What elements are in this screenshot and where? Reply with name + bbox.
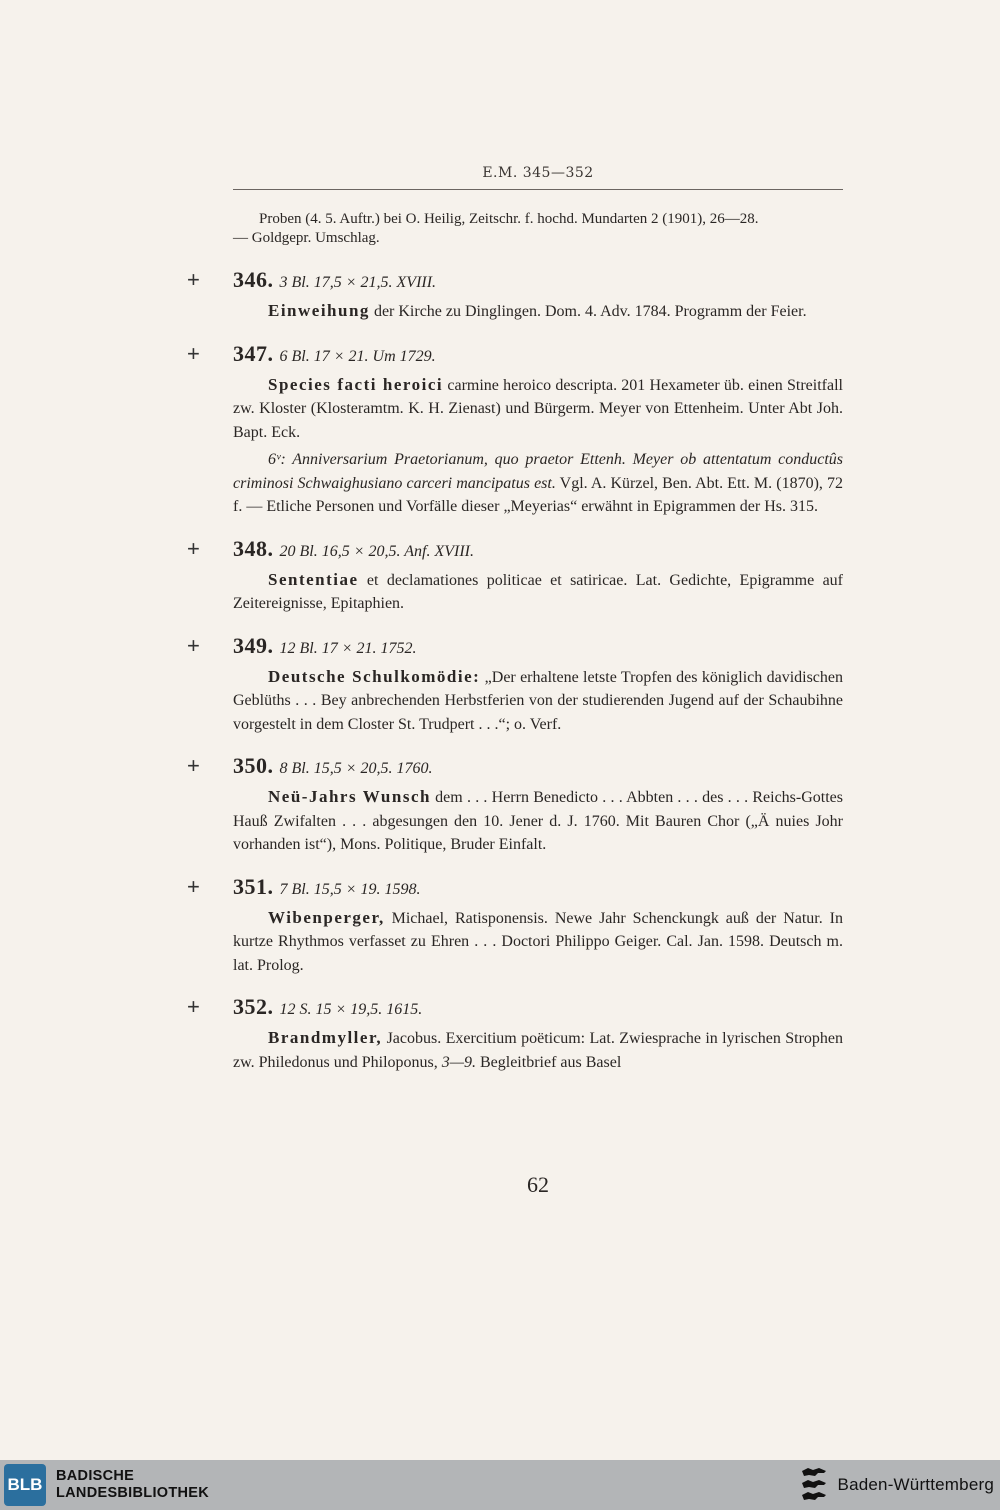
entry-meta: 12 S. 15 × 19,5. 1615. xyxy=(279,1001,423,1018)
intro-paragraph xyxy=(233,210,843,248)
entry-text: Jacobus. Exercitium poëticum: Lat. Zwiesprache in lyrischen Strophen zw. Philedonus und Philoponus, xyxy=(233,1030,843,1071)
catalog-entry xyxy=(187,266,843,324)
entry-meta: 12 Bl. 17 × 21. 1752. xyxy=(279,639,417,657)
three-lions-icon xyxy=(798,1465,830,1505)
entry-heading xyxy=(233,632,843,663)
entry-heading xyxy=(233,993,843,1024)
entry-meta: 6 Bl. 17 × 21. Um 1729. xyxy=(279,347,436,365)
entry-number: 350. xyxy=(233,753,274,778)
entry-body xyxy=(233,906,843,978)
entry-text: der Kirche zu Dinglingen. Dom. 4. Adv. 1784. Programm der Feier. xyxy=(369,303,807,320)
entry-meta: 3 Bl. 17,5 × 21,5. XVIII. xyxy=(279,274,437,291)
entry-number: 352. xyxy=(233,994,274,1019)
blb-wordmark xyxy=(56,1468,209,1502)
catalog-entry xyxy=(187,340,843,519)
entry-heading xyxy=(233,266,843,297)
catalog-entry xyxy=(187,752,844,857)
plus-mark: + xyxy=(187,632,200,658)
entry-text: Michael, Ratisponensis. Newe Jahr Schenckungk auß der Natur. In kurtze Rhythmos verfasset zu Ehren . . . Doctori Philippo Geiger. Cal. Jan. 1598. Deutsch m. lat. Prolog. xyxy=(233,909,843,974)
entry-keyword: Einweihung xyxy=(268,301,370,320)
blb-line-1: BADISCHE xyxy=(56,1468,135,1484)
catalog-entry xyxy=(187,632,844,737)
entry-note xyxy=(233,448,843,519)
entry-number: 347. xyxy=(233,340,274,366)
catalog-text xyxy=(187,210,844,1074)
catalog-entry xyxy=(187,535,843,616)
entry-text: carmine heroico descripta. 201 Hexameter üb. einen Streitfall zw. Kloster (Klosteramtm. K. H. Zienast) und Bürgerm. Meyer von Ettenheim. Unter Abt Joh. Bapt. Eck. xyxy=(233,376,843,441)
page-number: 62 xyxy=(527,1172,549,1197)
entry-keyword: Sententiae xyxy=(268,569,359,589)
entry-body xyxy=(233,299,843,324)
entry-body xyxy=(233,785,843,857)
library-footer xyxy=(0,1460,1000,1510)
entry-heading xyxy=(233,535,843,566)
note-italic: 6ᵛ: Anniversarium Praetorianum, quo praetor Ettenh. Meyer ob attentatum conductûs criminosi Schwaighusiano carceri mancipatus est. xyxy=(233,451,843,492)
entry-meta: 20 Bl. 16,5 × 20,5. Anf. XVIII. xyxy=(279,542,474,560)
plus-mark: + xyxy=(187,340,200,366)
blb-badge: BLB xyxy=(4,1464,46,1506)
entry-keyword: Deutsche Schulkomödie: xyxy=(268,666,481,686)
entry-heading xyxy=(233,752,843,783)
entry-keyword: Species facti heroici xyxy=(268,374,444,394)
entry-text: dem . . . Herrn Benedicto . . . Abbten . . . des . . . Reichs-Gottes Hauß Zwifalten . . . abgesungen den 10. Jener d. J. 1760. Mit Bauren Chor („Ä nuies Johr vorhanden ist“), Mons. Politique, Bruder Einfalt. xyxy=(233,789,844,853)
entry-text-italic: 3—9. xyxy=(441,1053,476,1071)
entry-body xyxy=(233,1026,843,1074)
entry-text-tail: Begleitbrief aus Basel xyxy=(475,1053,622,1071)
catalog-entry xyxy=(187,873,843,978)
entry-heading xyxy=(233,873,843,904)
bw-label: Baden-Württemberg xyxy=(837,1475,994,1494)
entry-keyword: Neü-Jahrs Wunsch xyxy=(268,787,431,806)
entry-keyword: Wibenperger, xyxy=(268,907,385,927)
note-text: Vgl. A. Kürzel, Ben. Abt. Ett. M. (1870), 72 f. — Etliche Personen und Vorfälle dieser „Meyerias“ erwähnt in Epigrammen der Hs. 315. xyxy=(233,474,843,515)
entry-number: 351. xyxy=(233,873,274,899)
blb-line-2: LANDESBIBLIOTHEK xyxy=(56,1485,210,1501)
bw-logo[interactable] xyxy=(798,1465,994,1505)
plus-mark: + xyxy=(187,753,200,778)
entry-number: 348. xyxy=(233,535,274,561)
entry-body xyxy=(233,568,843,616)
entry-body xyxy=(233,373,843,445)
entry-number: 346. xyxy=(233,267,274,292)
intro-line-2: — Goldgepr. Umschlag. xyxy=(233,230,380,246)
entry-heading xyxy=(233,340,843,371)
plus-mark: + xyxy=(187,994,200,1019)
entry-number: 349. xyxy=(233,632,274,658)
header-rule xyxy=(233,189,843,190)
running-head: E.M. 345—352 xyxy=(482,165,594,181)
intro-line-1: Proben (4. 5. Auftr.) bei O. Heilig, Zeitschr. f. hochd. Mundarten 2 (1901), 26—28. xyxy=(259,211,759,227)
catalog-entry xyxy=(187,993,843,1074)
blb-logo[interactable] xyxy=(4,1464,209,1506)
entry-text: „Der erhaltene letste Tropfen des königlich davidischen Geblüths . . . Bey anbrechenden Herbstferien von der studierenden Jugend auf der Schaubihne vorgestelt in dem Closter St. Trudpert . . .“; o. Verf. xyxy=(233,668,844,733)
entry-body xyxy=(233,665,843,737)
entry-keyword: Brandmyller, xyxy=(268,1028,383,1047)
plus-mark: + xyxy=(187,535,200,561)
plus-mark: + xyxy=(187,267,200,292)
entry-text: et declamationes politicae et satiricae. Lat. Gedichte, Epigramme auf Zeitereignisse, Epitaphien. xyxy=(233,571,843,612)
entry-meta: 8 Bl. 15,5 × 20,5. 1760. xyxy=(279,760,433,777)
entry-meta: 7 Bl. 15,5 × 19. 1598. xyxy=(279,880,421,898)
plus-mark: + xyxy=(187,873,200,899)
